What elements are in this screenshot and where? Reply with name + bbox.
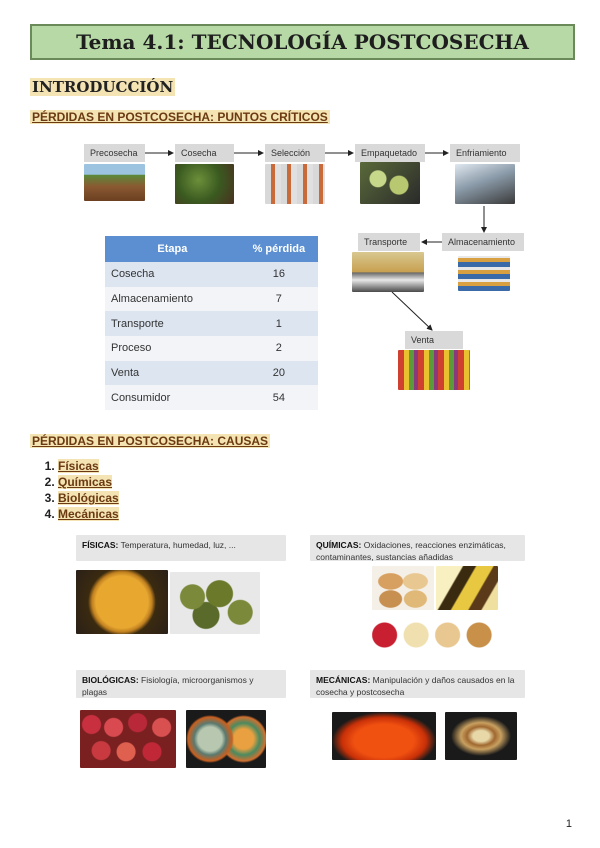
list-item: 2. Químicas — [58, 474, 119, 490]
table-header-etapa: Etapa — [105, 236, 240, 262]
table-cell: Almacenamiento — [105, 287, 240, 312]
flow-step-venta: Venta — [405, 331, 463, 349]
cause-box-quimicas: QUÍMICAS: Oxidaciones, reacciones enzimáticas, contaminantes, sustancias añadidas — [310, 535, 525, 561]
table-row — [105, 336, 318, 361]
table-cell: 1 — [240, 311, 318, 336]
quimicas-photo-3 — [372, 614, 498, 656]
table-cell: 20 — [240, 361, 318, 386]
flow-step-transporte: Transporte — [358, 233, 420, 251]
empaquetado-photo — [360, 162, 420, 204]
table-cell: Proceso — [105, 336, 240, 361]
biologicas-photo-2 — [186, 710, 266, 768]
enfriamiento-photo — [455, 164, 515, 204]
flow-step-empaquetado: Empaquetado — [355, 144, 425, 162]
causes-list — [30, 458, 119, 522]
page-number: 1 — [565, 818, 572, 830]
flow-step-almacenamiento: Almacenamiento — [442, 233, 524, 251]
table-header-perdida: % pérdida — [240, 236, 318, 262]
precosecha-photo — [84, 164, 145, 201]
table-row — [105, 311, 318, 336]
flow-step-enfriamiento: Enfriamiento — [450, 144, 520, 162]
list-item: 1. Físicas — [58, 458, 119, 474]
almacenamiento-photo — [458, 256, 510, 291]
flow-step-precosecha: Precosecha — [84, 144, 145, 162]
table-cell: Transporte — [105, 311, 240, 336]
mecanicas-photo-1 — [332, 712, 436, 760]
section-heading-critical-points: PÉRDIDAS EN POSTCOSECHA: PUNTOS CRÍTICOS — [32, 110, 328, 124]
list-item: 4. Mecánicas — [58, 506, 119, 522]
list-item: 3. Biológicas — [58, 490, 119, 506]
table-cell: Venta — [105, 361, 240, 386]
table-row — [105, 262, 318, 287]
biologicas-photo-1 — [80, 710, 176, 768]
quimicas-photo-2 — [436, 566, 498, 610]
table-cell: Consumidor — [105, 385, 240, 410]
table-cell: 2 — [240, 336, 318, 361]
section-heading-causes: PÉRDIDAS EN POSTCOSECHA: CAUSAS — [32, 434, 269, 448]
table-row — [105, 287, 318, 312]
fisicas-photo-1 — [76, 570, 168, 634]
table-row — [105, 361, 318, 386]
quimicas-photo-1 — [372, 566, 434, 610]
table-cell: 7 — [240, 287, 318, 312]
mecanicas-photo-2 — [445, 712, 517, 760]
table-cell: Cosecha — [105, 262, 240, 287]
loss-table — [105, 236, 318, 410]
page-title: Tema 4.1: TECNOLOGÍA POSTCOSECHA — [76, 30, 529, 54]
cause-box-biologicas: BIOLÓGICAS: Fisiología, microorganismos y plagas — [76, 670, 286, 698]
table-row — [105, 385, 318, 410]
flow-step-cosecha: Cosecha — [175, 144, 234, 162]
cause-box-mecanicas: MECÁNICAS: Manipulación y daños causados en la cosecha y postcosecha — [310, 670, 525, 698]
seleccion-photo — [265, 164, 325, 204]
table-cell: 16 — [240, 262, 318, 287]
arrow-transporte-venta — [392, 292, 432, 330]
cause-box-fisicas: FÍSICAS: Temperatura, humedad, luz, ... — [76, 535, 286, 561]
table-cell: 54 — [240, 385, 318, 410]
intro-heading: INTRODUCCIÓN — [32, 78, 174, 96]
cosecha-photo — [175, 164, 234, 204]
venta-photo — [398, 350, 470, 390]
fisicas-photo-2 — [170, 572, 260, 634]
flow-step-seleccion: Selección — [265, 144, 325, 162]
transporte-photo — [352, 252, 424, 292]
